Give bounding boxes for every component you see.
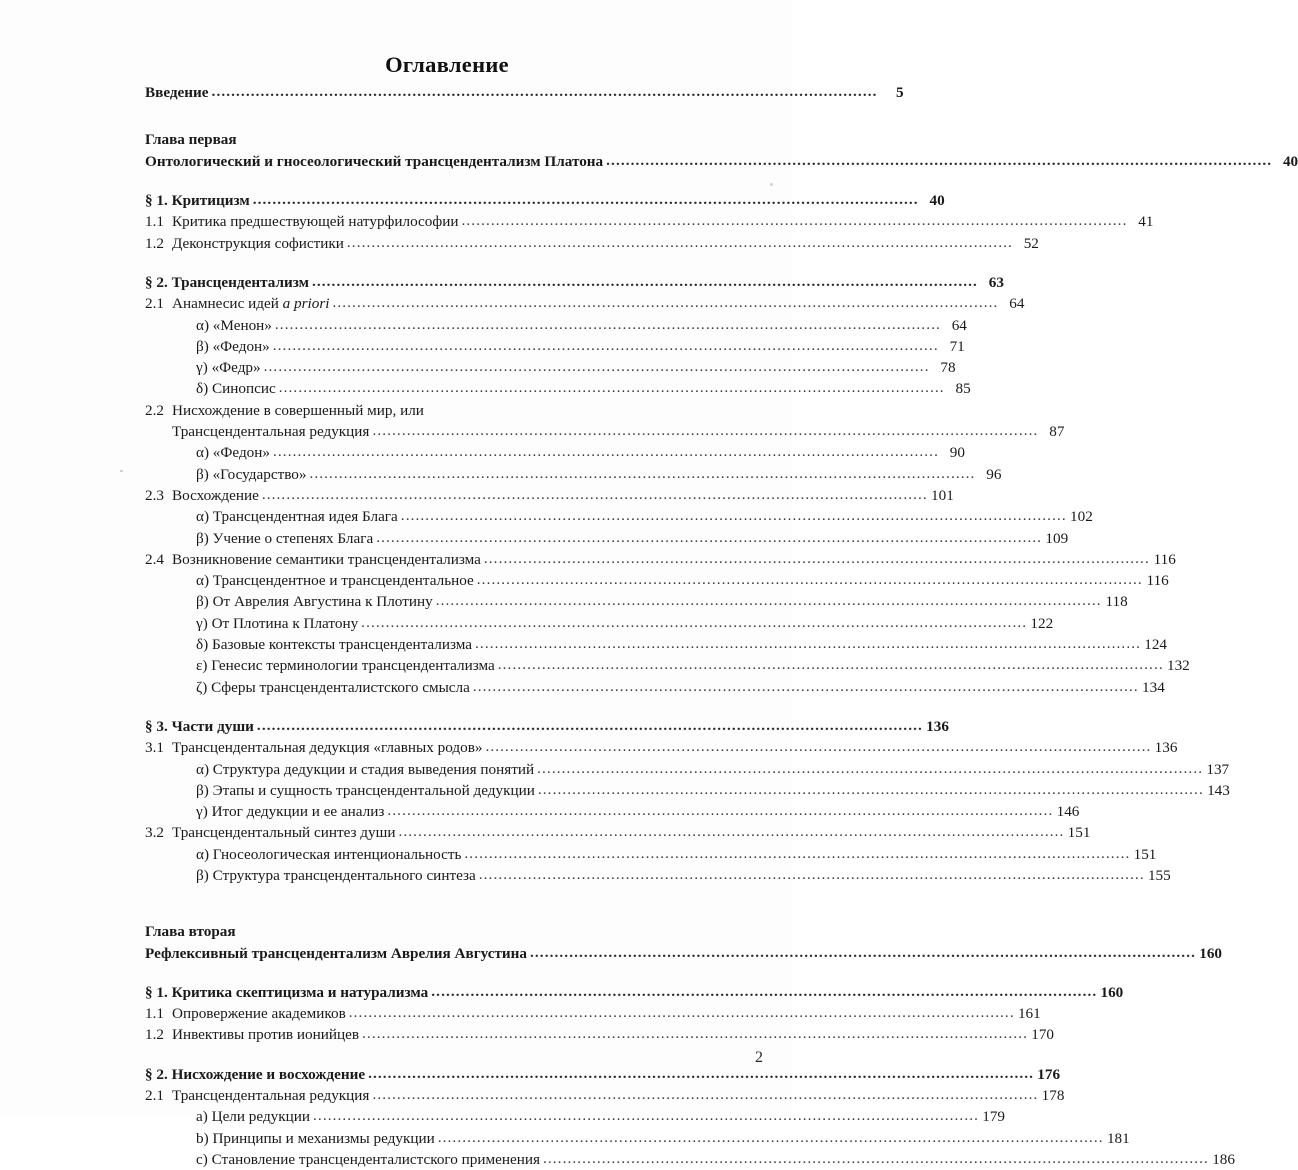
dot-leader xyxy=(372,420,1038,441)
entry-page: 101 xyxy=(931,486,954,504)
entry-label: Инвективы против ионийцев xyxy=(172,1026,360,1044)
toc-entry[interactable] xyxy=(145,378,971,399)
dot-leader xyxy=(275,314,941,335)
spacer xyxy=(145,886,763,912)
dot-leader xyxy=(212,81,878,102)
dot-leader xyxy=(475,633,1141,654)
section-label: § 2. Трансцендентализм xyxy=(145,273,309,291)
entry-number: 1.2 xyxy=(145,234,164,252)
dot-leader xyxy=(273,335,939,356)
entry-page: 124 xyxy=(1144,636,1168,654)
section-page: 176 xyxy=(1037,1065,1061,1083)
entry-label: α) «Менон» xyxy=(196,316,272,334)
toc-entry[interactable] xyxy=(145,211,1154,232)
toc-entry[interactable] xyxy=(145,442,965,463)
entry-label: δ) Базовые контексты трансцендентализма xyxy=(196,636,473,654)
dot-leader xyxy=(253,189,919,210)
toc-entry[interactable] xyxy=(145,464,1002,485)
entry-page: 87 xyxy=(1049,423,1065,441)
toc-entry-continuation[interactable] xyxy=(145,421,1065,442)
toc-entry[interactable] xyxy=(145,1085,1065,1106)
entry-label: α) «Федон» xyxy=(196,444,270,462)
entry-label-italic: a priori xyxy=(282,295,330,313)
toc-entry[interactable] xyxy=(145,634,1168,655)
entry-page: 116 xyxy=(1146,572,1169,590)
chapter-two-page: 160 xyxy=(1199,944,1222,962)
entry-page: 146 xyxy=(1056,803,1080,821)
entry-page: 151 xyxy=(1067,824,1091,842)
entry-page: 71 xyxy=(949,337,965,355)
toc-entry[interactable] xyxy=(145,1106,1006,1127)
chapter-two-heading: Глава вторая xyxy=(145,923,236,941)
dot-leader xyxy=(347,232,1013,253)
dot-leader xyxy=(372,1084,1038,1105)
dot-leader xyxy=(309,463,975,484)
entry-page: 85 xyxy=(955,380,971,398)
entry-label: Трансцендентальный синтез души xyxy=(172,824,396,842)
entry-label: Деконструкция софистики xyxy=(172,234,344,252)
dot-leader xyxy=(498,654,1164,675)
section-label: § 1. Критицизм xyxy=(145,192,250,210)
dot-leader xyxy=(362,1023,1028,1044)
toc-entry[interactable] xyxy=(145,336,965,357)
entry-label: Опровержение академиков xyxy=(172,1005,346,1023)
toc-entry[interactable] xyxy=(145,293,1025,314)
toc-entry[interactable] xyxy=(145,549,1176,570)
chapter-two-title: Рефлексивный трансцендентализм Аврелия Августина xyxy=(145,944,528,962)
entry-label: ε) Генесис терминологии трансцендентализма xyxy=(196,657,495,675)
toc-entry[interactable] xyxy=(145,591,1128,612)
toc-entry[interactable] xyxy=(145,780,1230,801)
entry-page: 178 xyxy=(1041,1087,1065,1105)
section-entry-1-1[interactable] xyxy=(145,190,945,211)
dot-leader xyxy=(438,1127,1104,1148)
entry-page: 136 xyxy=(1154,739,1178,757)
toc-entry[interactable] xyxy=(145,844,1157,865)
entry-page: 186 xyxy=(1212,1150,1235,1168)
dot-leader xyxy=(349,1002,1015,1023)
dot-leader xyxy=(313,1105,979,1126)
entry-number: 2.2 xyxy=(145,401,164,419)
section-entry-2-1[interactable] xyxy=(145,982,1124,1003)
entry-number: 2.1 xyxy=(145,1087,164,1105)
entry-number: 1.2 xyxy=(145,1026,164,1044)
entry-page: 64 xyxy=(1009,295,1025,313)
dot-leader xyxy=(485,736,1151,757)
dot-leader xyxy=(312,271,978,292)
section-entry-1-3[interactable] xyxy=(145,716,949,737)
toc-entry[interactable] xyxy=(145,1128,1130,1149)
toc-entry[interactable] xyxy=(145,315,967,336)
dot-leader xyxy=(538,779,1204,800)
spacer xyxy=(145,698,763,716)
entry-page: 96 xyxy=(986,465,1002,483)
entry-label-text: Анамнесис идей xyxy=(172,295,283,313)
entry-label: Трансцендентальная редукция xyxy=(172,1087,370,1105)
toc-entry[interactable] xyxy=(145,1024,1055,1045)
entry-label: γ) Итог дедукции и ее анализ xyxy=(196,803,385,821)
entry-label: β) Учение о степенях Блага xyxy=(196,529,374,547)
toc-entry[interactable] xyxy=(145,613,1054,634)
section-label: § 2. Нисхождение и восхождение xyxy=(145,1065,366,1083)
section-page: 136 xyxy=(926,717,949,735)
toc-entry[interactable] xyxy=(145,400,763,421)
dot-leader xyxy=(262,484,928,505)
entry-page: 109 xyxy=(1045,529,1069,547)
entry-page: 137 xyxy=(1206,760,1230,778)
section-label: § 3. Части души xyxy=(145,717,254,735)
dot-leader xyxy=(530,942,1196,963)
entry-label: Критика предшествующей натурфилософии xyxy=(172,213,459,231)
chapter-one-heading: Глава первая xyxy=(145,131,237,149)
chapter-two-title-entry[interactable] xyxy=(145,943,1222,964)
dot-leader xyxy=(537,758,1203,779)
entry-label: β) «Федон» xyxy=(196,337,270,355)
dot-leader xyxy=(606,150,1272,171)
dot-leader xyxy=(257,715,923,736)
entry-number: 1.1 xyxy=(145,1005,164,1023)
entry-page: 102 xyxy=(1070,508,1093,526)
toc-content xyxy=(145,52,1298,1170)
entry-page: 122 xyxy=(1030,614,1054,632)
entry-label: Возникновение семантики трансцендентализма xyxy=(172,550,481,568)
entry-label: γ) От Плотина к Платону xyxy=(196,614,359,632)
entry-number: 1.1 xyxy=(145,213,164,231)
entry-number: 2.1 xyxy=(145,295,164,313)
entry-label: δ) Синопсис xyxy=(196,380,276,398)
toc-entry[interactable] xyxy=(145,801,1080,822)
entry-label: α) Трансцендентное и трансцендентальное xyxy=(196,572,474,590)
entry-label: c) Становление трансценденталистского применения xyxy=(196,1150,540,1168)
dot-leader xyxy=(436,590,1102,611)
entry-page: 143 xyxy=(1207,781,1230,799)
chapter-one-title-entry[interactable] xyxy=(145,151,1298,172)
entry-page: 52 xyxy=(1023,234,1039,252)
chapter-one-title: Онтологический и гносеологический трансцендентализм Платона xyxy=(145,152,604,170)
scan-artifact xyxy=(770,183,773,186)
section-entry-2-2[interactable] xyxy=(145,1064,1061,1085)
entry-page: 181 xyxy=(1106,1129,1130,1147)
toc-entry[interactable] xyxy=(145,737,1178,758)
entry-page: 155 xyxy=(1147,866,1171,884)
section-page: 160 xyxy=(1100,983,1124,1001)
dot-leader xyxy=(543,1148,1209,1169)
dot-leader xyxy=(264,356,930,377)
dot-leader xyxy=(479,864,1145,885)
dot-leader xyxy=(484,548,1150,569)
spacer xyxy=(145,1046,763,1064)
entry-label: β) От Аврелия Августина к Плотину xyxy=(196,593,433,611)
entry-page: 151 xyxy=(1133,845,1157,863)
entry-label: β) Структура трансцендентального синтеза xyxy=(196,866,476,884)
dot-leader xyxy=(462,210,1128,231)
dot-leader xyxy=(273,441,939,462)
entry-number: 3.1 xyxy=(145,739,164,757)
dot-leader xyxy=(368,1063,1034,1084)
toc-entry[interactable] xyxy=(145,528,1069,549)
toc-entry[interactable] xyxy=(145,677,1165,698)
dot-leader xyxy=(376,527,1042,548)
toc-entry[interactable] xyxy=(145,570,1169,591)
entry-page: 134 xyxy=(1142,678,1165,696)
entry-number: 2.3 xyxy=(145,486,164,504)
toc-entry[interactable] xyxy=(145,506,1093,527)
entry-page: 170 xyxy=(1031,1026,1055,1044)
entry-page: 179 xyxy=(982,1108,1006,1126)
entry-number: 3.2 xyxy=(145,824,164,842)
entry-page: 132 xyxy=(1166,657,1190,675)
entry-label: ζ) Сферы трансценденталистского смысла xyxy=(196,678,470,696)
entry-label: Нисхождение в совершенный мир, или xyxy=(172,401,424,419)
entry-label: β) «Государство» xyxy=(196,465,307,483)
section-page: 63 xyxy=(988,273,1004,291)
entry-page: 41 xyxy=(1138,213,1154,231)
entry-number: 2.4 xyxy=(145,550,164,568)
toc-entry[interactable] xyxy=(145,1003,1041,1024)
dot-leader xyxy=(387,800,1053,821)
section-entry-1-2[interactable] xyxy=(145,272,1004,293)
dot-leader xyxy=(398,821,1064,842)
section-page: 40 xyxy=(929,192,945,210)
dot-leader xyxy=(464,843,1130,864)
entry-page: 116 xyxy=(1153,550,1176,568)
entry-label: Трансцендентальная редукция xyxy=(172,423,370,441)
entry-label: α) Трансцендентная идея Блага xyxy=(196,508,398,526)
toc-entry[interactable] xyxy=(145,865,1171,886)
dot-leader xyxy=(477,569,1143,590)
toc-entry[interactable] xyxy=(145,357,956,378)
spacer xyxy=(145,254,763,272)
entry-label: β) Этапы и сущность трансцендентальной дедукции xyxy=(196,781,535,799)
spacer xyxy=(145,912,763,921)
entry-label: a) Цели редукции xyxy=(196,1108,311,1126)
spacer xyxy=(145,103,763,129)
toc-entry-page: 5 xyxy=(895,84,904,102)
entry-label xyxy=(172,293,329,314)
entry-label: α) Структура дедукции и стадия выведения понятий xyxy=(196,760,535,778)
entry-label: Трансцендентальная дедукция «главных родов» xyxy=(172,739,483,757)
toc-entry[interactable] xyxy=(145,485,954,506)
dot-leader xyxy=(473,676,1139,697)
dot-leader xyxy=(401,505,1067,526)
spacer xyxy=(145,172,763,190)
entry-page: 90 xyxy=(949,444,965,462)
dot-leader xyxy=(332,292,998,313)
entry-page: 161 xyxy=(1017,1005,1041,1023)
entry-page: 64 xyxy=(951,316,967,334)
toc-entry-label: Введение xyxy=(145,84,209,102)
page-title: Оглавление xyxy=(385,52,509,77)
entry-label: γ) «Федр» xyxy=(196,359,261,377)
scan-artifact xyxy=(120,470,123,472)
toc-entry[interactable] xyxy=(145,655,1190,676)
entry-label: α) Гносеологическая интенциональность xyxy=(196,845,462,863)
entry-page: 78 xyxy=(940,359,956,377)
entry-label: Восхождение xyxy=(172,486,259,504)
spacer xyxy=(145,964,763,982)
dot-leader xyxy=(431,981,1097,1002)
folio-page-number: 2 xyxy=(755,1049,763,1066)
toc-entry-introduction[interactable] xyxy=(145,82,904,103)
toc-entry[interactable] xyxy=(145,1149,1235,1170)
toc-entry[interactable] xyxy=(145,233,1039,254)
entry-label: b) Принципы и механизмы редукции xyxy=(196,1129,435,1147)
dot-leader xyxy=(361,612,1027,633)
toc-entry[interactable] xyxy=(145,759,1230,780)
dot-leader xyxy=(279,377,945,398)
entry-page: 118 xyxy=(1105,593,1128,611)
toc-entry[interactable] xyxy=(145,822,1091,843)
section-label: § 1. Критика скептицизма и натурализма xyxy=(145,983,429,1001)
chapter-one-page: 40 xyxy=(1282,152,1298,170)
